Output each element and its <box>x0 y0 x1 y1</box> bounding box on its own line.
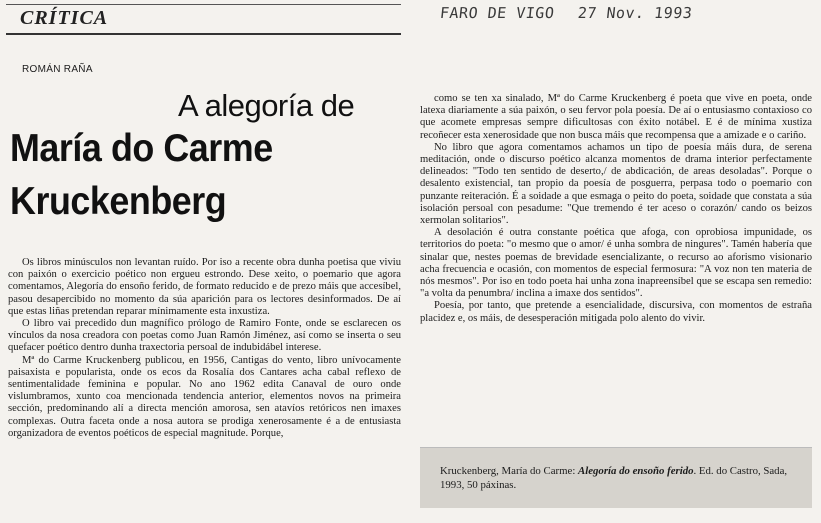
book-reference-box <box>420 447 812 508</box>
paragraph: A desolación é outra constante poética que afoga, con oprobiosa impunidade, os territorios do poeta: "o mesmo que o amor/ é unha sombra de ningures". Tamén habería que sinalar que, nestes poemas de brevidade esencializante, o recurso ao aforismo visionario acha frecuencia e ocasión, con momentos de especial fermosura: "A voz non ten materia de nós mesmos". Por iso en todo poeta hai unha zona inapreensíbel que se escapa sen remedio: "a volta da penumbra/ inclina a imaxe dos sentidos". <box>420 227 812 300</box>
paragraph: O libro vai precedido dun magnífico prólogo de Ramiro Fonte, onde se esclarecen os vínculos da nosa creadora con poetas como Juan Ramón Jiménez, así como se inserta o seu quefacer poético dentro dunha traxectoria persoal de indubidábel interese. <box>8 318 401 354</box>
reference-author: Kruckenberg, María do Carme: <box>440 465 576 477</box>
headline-line-2: María do Carme <box>10 127 273 170</box>
paragraph: Os libros minúsculos non levantan ruído. Por iso a recente obra dunha poetisa que viviu con paixón o exercicio poético non ergueu estrondo. Dese xeito, o poemario que agora comentamos, Alegoría do ensoño ferido, de formato reducido e de prezo máis que accesíbel, pasou desapercibido no momento da súa aparición para os lectores desinformados. De aí que estas liñas pretendan reparar mínimamente esta inxustiza. <box>8 257 401 317</box>
article-column-left <box>8 257 401 440</box>
section-header <box>6 4 401 35</box>
section-label: CRÍTICA <box>20 7 109 29</box>
handwritten-date: 27 Nov. 1993 <box>576 4 694 22</box>
paragraph: como se ten xa sinalado, Mª do Carme Kruckenberg é poeta que vive en poeta, onde latexa diariamente a súa paixón, o seu fervor pola poesía. De aí o entusiasmo contaxioso co que acomete empresas sempre dificultosas con éxito notábel. E é de mínima xustiza recoñecer esta xenerosidade que non busca máis que recompensa que a amizade e o cariño. <box>420 93 812 141</box>
headline-line-1: A alegoría de <box>178 88 355 123</box>
paragraph: Poesía, por tanto, que pretende a esencialidade, discursiva, con momentos de estraña placidez e, os máis, de desesperación mitigada polo alento do vivir. <box>420 300 812 324</box>
paragraph: No libro que agora comentamos achamos un tipo de poesía máis dura, de serena meditación, onde o discurso poético alcanza momentos de drama interior perfectamente delineados: "Todo ten sentido de deserto,/ de abdicación, de areas desoladas". Porque o desalento existencial, tan propio da poesía de posguerra, perpasa todo o poemario con punzante reiteración. É a soidade a que esmaga o peito do poeta, soidade que constata a súa isolación persoal con pesadume: "Que tremendo é ter aceso o corazón/ cando os beizos xermolan solitarios". <box>420 141 812 227</box>
reference-book-title: Alegoría do ensoño ferido <box>578 465 694 477</box>
article-column-right <box>420 93 812 325</box>
paragraph: Mª do Carme Kruckenberg publicou, en 1956, Cantigas do vento, libro unívocamente paisaxista e popularista, onde os ecos da Rosalía dos Cantares acha cabal reflexo de sentimentalidade feminina e popular. No ano 1962 edita Canaval de ouro onde vislumbramos, xunto coa mencionada tendencia anterior, elementos novos na primeira sección, predominando alí a directa mención amorosa, sen atavíos retóricos nen imaxes complexas. Outra faceta onde a nosa autora se prodiga xenerosamente é a de entusiasta organizadora de eventos poéticos de especial magnitude. Porque, <box>8 354 401 439</box>
reference-details: . Ed. do Castro, Sada, 1993, 50 páxinas. <box>440 465 788 491</box>
author-byline: ROMÁN RAÑA <box>22 64 93 75</box>
handwritten-annotation <box>439 4 707 22</box>
handwritten-source: FARO DE VIGO <box>439 4 556 22</box>
book-reference <box>440 464 795 492</box>
headline-line-3: Kruckenberg <box>10 180 227 223</box>
